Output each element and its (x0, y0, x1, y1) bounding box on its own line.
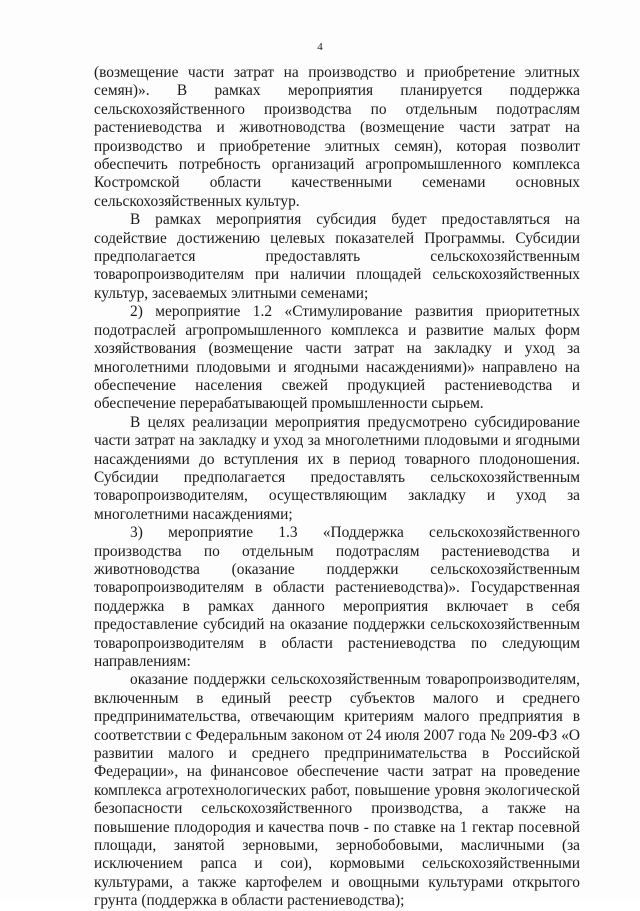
paragraph-3: 2) мероприятие 1.2 «Стимулирование развития приоритетных подотраслей агропромышленного комплекса и развитие малых форм хозяйствования (возмещение части затрат на закладку и уход за многолетними плодовыми и ягодными насаждениями)» направлено на обеспечение населения свежей продукцией растениеводства и обеспечение перерабатывающей промышленности сырьем. (94, 303, 580, 413)
paragraph-4: В целях реализации мероприятия предусмотрено субсидирование части затрат на закладку и уход за многолетними плодовыми и ягодными насаждениями до вступления их в период товарного плодоношения. Субсидии предполагается предоставлять сельскохозяйственным товаропроизводителям, осуществляющим закладку и уход за многолетними насаждениями; (94, 413, 580, 523)
paragraph-1: (возмещение части затрат на производство и приобретение элитных семян)». В рамках мероприятия планируется поддержка сельскохозяйственного производства по отдельным подотраслям растениеводства и животноводства (возмещение части затрат на производство и приобретение элитных семян), которая позволит обеспечить потребность организаций агропромышленного комплекса Костромской области качественными семенами основных сельскохозяйственных культур. (94, 64, 580, 210)
paragraph-6: оказание поддержки сельскохозяйственным товаропроизводителям, включенным в единый реестр субъектов малого и среднего предпринимательства, отвечающим критериям малого предприятия в соответствии с Федеральным законом от 24 июля 2007 года № 209-ФЗ «О развитии малого и среднего предпринимательства в Российской Федерации», на финансовое обеспечение части затрат на проведение комплекса агротехнологических работ, повышение уровня экологической безопасности сельскохозяйственного производства, а также на повышение плодородия и качества почв - по ставке на 1 гектар посевной площади, занятой зерновыми, зернобобовыми, масличными (за исключением рапса и сои), кормовыми сельскохозяйственными культурами, а также картофелем и овощными культурами открытого грунта (поддержка в области растениеводства); (94, 671, 580, 910)
document-body (94, 64, 580, 911)
page-number: 4 (317, 41, 323, 53)
paragraph-2: В рамках мероприятия субсидия будет предоставляться на содействие достижению целевых показателей Программы. Субсидии предполагается предоставлять сельскохозяйственным товаропроизводителям при наличии площадей сельскохозяйственных культур, засеваемых элитными семенами; (94, 211, 580, 302)
paragraph-5: 3) мероприятие 1.3 «Поддержка сельскохозяйственного производства по отдельным подотраслям растениеводства и животноводства (оказание поддержки сельскохозяйственным товаропроизводителям в области растениеводства)». Государственная поддержка в рамках данного мероприятия включает в себя предоставление субсидий на оказание поддержки сельскохозяйственным товаропроизводителям в области растениеводства по следующим направлениям: (94, 524, 580, 670)
